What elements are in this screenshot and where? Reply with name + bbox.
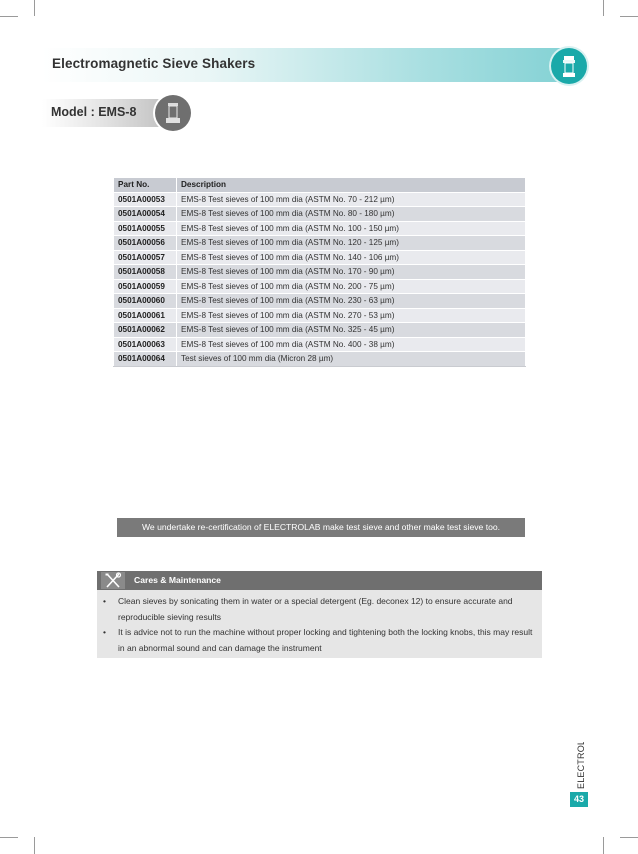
brand-logo [568,742,592,790]
part-description: EMS-8 Test sieves of 100 mm dia (ASTM No. 140 - 106 µm) [177,250,526,265]
table-row [114,265,526,280]
table-row [114,207,526,222]
table-row [114,323,526,338]
page-number: 43 [570,792,588,807]
part-description: EMS-8 Test sieves of 100 mm dia (ASTM No. 325 - 45 µm) [177,323,526,338]
table-header-row [114,178,526,193]
table-row [114,250,526,265]
model-title: Model : EMS-8 [51,105,137,119]
table-row [114,308,526,323]
part-description: EMS-8 Test sieves of 100 mm dia (ASTM No. 230 - 63 µm) [177,294,526,309]
crop-mark-bottom-left-h [0,837,18,838]
crop-mark-bottom-left [34,837,35,854]
table-row [114,279,526,294]
part-number: 0501A00053 [114,192,177,207]
part-number: 0501A00061 [114,308,177,323]
table-row [114,337,526,352]
column-header-description: Description [177,178,526,193]
part-description: EMS-8 Test sieves of 100 mm dia (ASTM No. 270 - 53 µm) [177,308,526,323]
table-row [114,352,526,367]
bullet: • [103,596,106,606]
sieve-shaker-model-icon [155,95,191,131]
part-description: EMS-8 Test sieves of 100 mm dia (ASTM No. 200 - 75 µm) [177,279,526,294]
brand-text: ELECTROLAB [576,742,586,789]
part-description: EMS-8 Test sieves of 100 mm dia (ASTM No. 70 - 212 µm) [177,192,526,207]
part-number: 0501A00056 [114,236,177,251]
page-title: Electromagnetic Sieve Shakers [52,56,256,71]
crop-mark-top-left [34,0,35,16]
sieve-shaker-icon [551,48,587,84]
crop-mark-bottom-right-h [620,837,638,838]
part-number: 0501A00054 [114,207,177,222]
part-number: 0501A00064 [114,352,177,367]
crop-mark-bottom-right [603,837,604,854]
table-row [114,221,526,236]
part-number: 0501A00062 [114,323,177,338]
part-number: 0501A00055 [114,221,177,236]
part-number: 0501A00057 [114,250,177,265]
table-row [114,192,526,207]
part-number: 0501A00060 [114,294,177,309]
crop-mark-top-left-h [0,16,18,17]
recertification-notice: We undertake re-certification of ELECTROLAB make test sieve and other make test sieve too. [117,518,525,537]
care-item-text: It is advice not to run the machine without proper locking and tightening both the locking knobs, this may result in an abnormal sound and can damage the instrument [118,627,533,653]
part-description: EMS-8 Test sieves of 100 mm dia (ASTM No. 80 - 180 µm) [177,207,526,222]
part-description: EMS-8 Test sieves of 100 mm dia (ASTM No. 400 - 38 µm) [177,337,526,352]
table-row [114,294,526,309]
part-description: EMS-8 Test sieves of 100 mm dia (ASTM No. 170 - 90 µm) [177,265,526,280]
part-description: EMS-8 Test sieves of 100 mm dia (ASTM No. 100 - 150 µm) [177,221,526,236]
care-list [103,594,537,656]
crop-mark-top-right [603,0,604,16]
column-header-part-no: Part No. [114,178,177,193]
list-item [103,625,537,656]
part-number: 0501A00063 [114,337,177,352]
table-row [114,236,526,251]
list-item [103,594,537,625]
part-description: EMS-8 Test sieves of 100 mm dia (ASTM No. 120 - 125 µm) [177,236,526,251]
parts-table [113,177,526,367]
part-description: Test sieves of 100 mm dia (Micron 28 µm) [177,352,526,367]
care-item-text: Clean sieves by sonicating them in water or a special detergent (Eg. deconex 12) to ensure accurate and reproducible sieving results [118,596,513,622]
care-title: Cares & Maintenance [134,575,221,585]
part-number: 0501A00059 [114,279,177,294]
bullet: • [103,627,106,637]
crop-mark-top-right-h [620,16,638,17]
part-number: 0501A00058 [114,265,177,280]
tools-icon [101,572,125,589]
